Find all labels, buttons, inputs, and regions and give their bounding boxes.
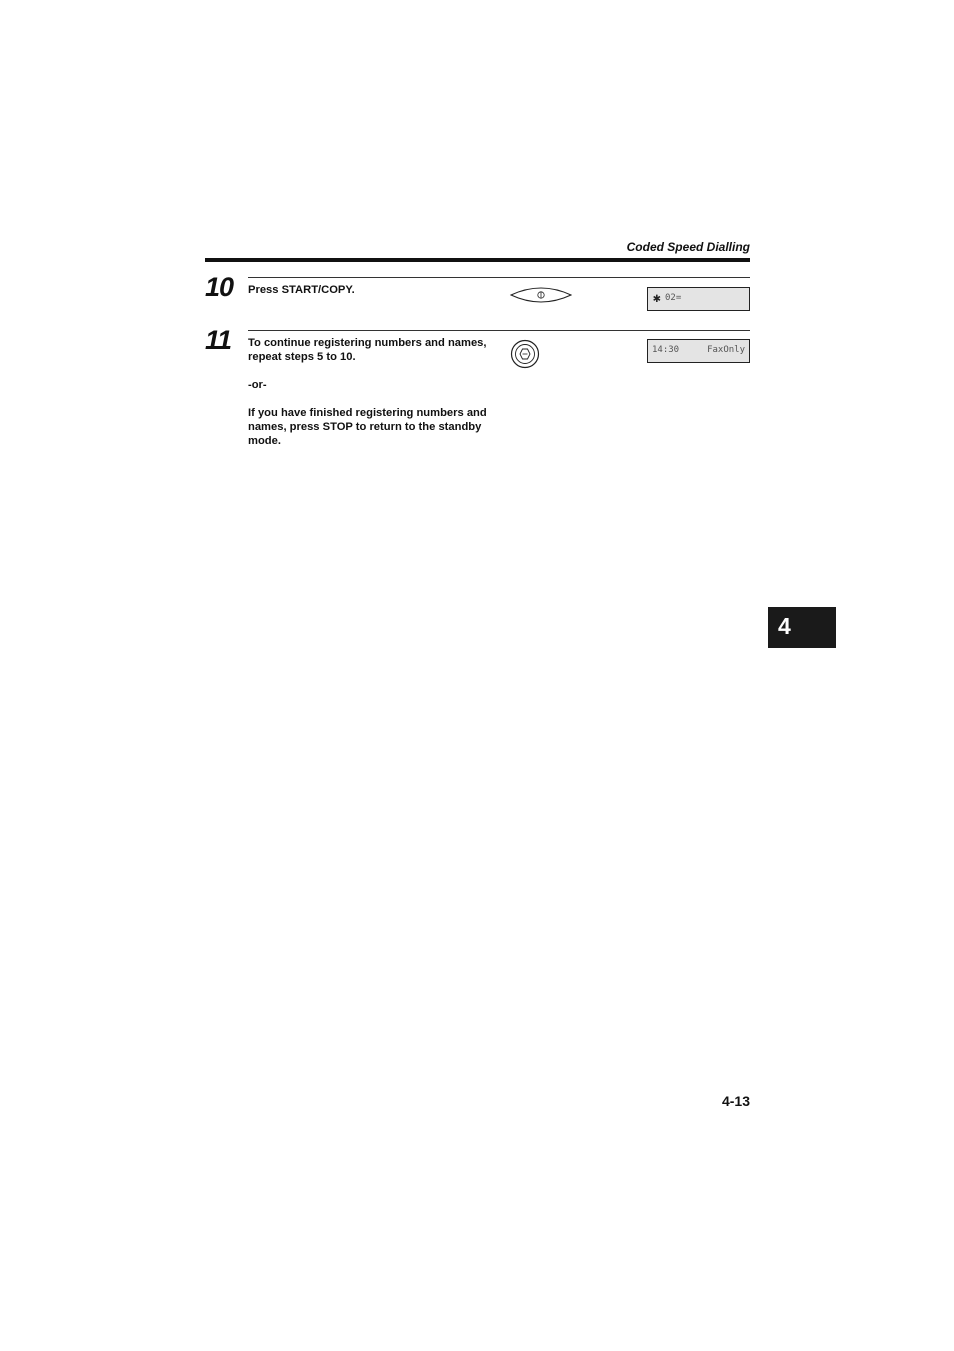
chapter-number: 4 bbox=[778, 613, 791, 639]
step-number: 11 bbox=[205, 325, 232, 355]
instruction-text: If you have finished registering numbers and names, press STOP to return to the standby mode. bbox=[248, 407, 487, 447]
header-rule bbox=[205, 258, 750, 262]
step-instructions bbox=[248, 336, 493, 462]
header-title: Coded Speed Dialling bbox=[626, 240, 750, 254]
lcd-display bbox=[647, 287, 750, 311]
asterisk-symbol: ✱ bbox=[653, 291, 661, 306]
instruction-text: To continue registering numbers and names, repeat steps 5 to 10. bbox=[248, 337, 487, 363]
step-rule bbox=[248, 330, 750, 331]
page-number: 4-13 bbox=[721, 1093, 750, 1109]
step-instructions bbox=[248, 283, 493, 311]
step-number: 10 bbox=[205, 272, 234, 302]
lcd-mode: FaxOnly bbox=[707, 345, 745, 355]
step-rule bbox=[248, 277, 750, 278]
lcd-time: 14:30 bbox=[652, 345, 680, 355]
chapter-tab bbox=[768, 607, 836, 648]
stop-key-icon bbox=[510, 339, 540, 369]
lcd-display bbox=[647, 339, 750, 363]
start-copy-key-icon bbox=[509, 286, 573, 304]
lcd-text: 02= bbox=[665, 293, 682, 303]
instruction-or: -or- bbox=[248, 379, 267, 391]
instruction-text: Press START/COPY. bbox=[248, 284, 355, 296]
